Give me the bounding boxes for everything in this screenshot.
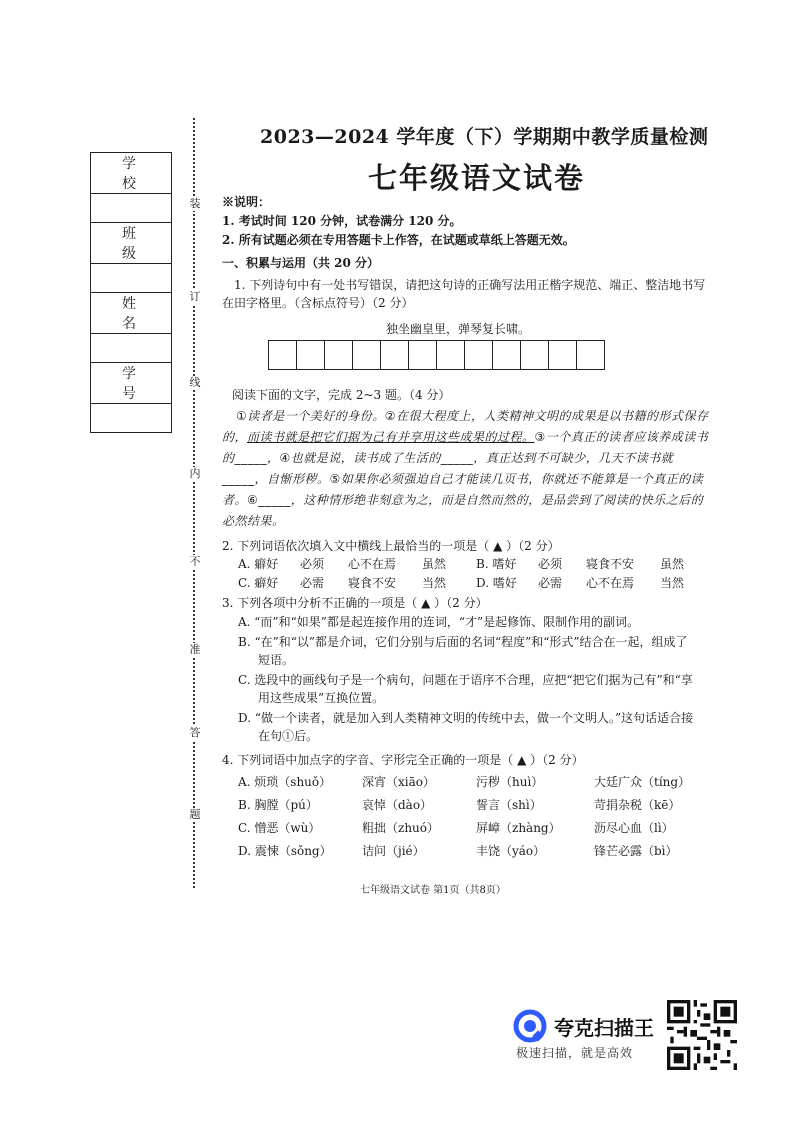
q2-option: 虽然: [422, 557, 447, 571]
field-name-blank: [91, 334, 172, 363]
q2-option: D. 嗜好: [476, 576, 517, 590]
q4-option-row: [238, 842, 678, 859]
q4-option: 苛捐杂税（kē）: [594, 798, 681, 812]
grid-cell: [577, 341, 604, 369]
q2-option: 寝食不安: [348, 576, 397, 590]
question-1: 1. 下列诗句中有一处书写错误，请把这句诗的正确写法用正楷字规范、端正、整洁地书写在田字格里。（含标点符号）（2 分）: [222, 278, 706, 310]
passage-underlined-sentence: 而读书就是把它们据为己有并享用这些成果的过程。: [247, 430, 535, 444]
q2-option: 当然: [422, 576, 447, 590]
notes-label: ※说明：: [222, 195, 271, 209]
q4-option: C. 憎恶（wù）: [238, 821, 321, 835]
margin-char: 不: [189, 555, 201, 568]
q4-option: 丰饶（yáo）: [476, 844, 546, 858]
grid-cell: [297, 341, 325, 369]
q2-option-row: [238, 574, 684, 591]
margin-char: 装: [189, 197, 201, 210]
brand-slogan: 极速扫描，就是高效: [516, 1046, 634, 1060]
q4-option: 大廷广众（tíng）: [594, 775, 691, 789]
poem-line: 独坐幽皇里，弹琴复长啸。: [386, 322, 531, 336]
field-class-blank: [91, 264, 172, 293]
exam-subtitle: 七年级语文试卷: [368, 161, 586, 195]
grid-cell: [381, 341, 409, 369]
q2-option: A. 癖好: [238, 557, 279, 571]
q2-option: 必需: [300, 576, 325, 590]
q4-option: 粗拙（zhuó）: [362, 821, 440, 835]
q2-option: 必须: [300, 557, 325, 571]
grid-cell: [549, 341, 577, 369]
grid-cell: [269, 341, 297, 369]
q2-option: 心不在焉: [348, 557, 397, 571]
qr-code-icon: [667, 1000, 737, 1070]
tianzige-grid: [268, 340, 605, 370]
q4-option: A. 烦琐（shuǒ）: [238, 775, 332, 789]
q2-option: 必须: [538, 557, 563, 571]
passage-intro: 阅读下面的文字，完成 2~3 题。（4 分）: [232, 388, 451, 402]
q4-option-row: [238, 819, 674, 836]
grid-cell: [465, 341, 493, 369]
student-info-table: [90, 152, 172, 433]
grid-cell: [409, 341, 437, 369]
margin-char: 准: [189, 643, 201, 656]
grid-cell: [437, 341, 465, 369]
section-heading: 一、积累与运用（共 20 分）: [222, 256, 380, 270]
note-item: 1. 考试时间 120 分钟，试卷满分 120 分。: [222, 214, 462, 228]
field-name: 姓 名: [91, 293, 172, 334]
field-id-blank: [91, 404, 172, 433]
q2-option: 寝食不安: [586, 557, 635, 571]
q4-option: 屏嶂（zhàng）: [476, 821, 561, 835]
quark-logo-icon: [512, 1008, 548, 1044]
q4-option: 沥尽心血（lì）: [594, 821, 674, 835]
grid-cell: [325, 341, 353, 369]
q2-option: 必需: [538, 576, 563, 590]
q3-option: D. “做一个读者，就是加入到人类精神文明的传统中去，做一个文明人。”这句话适合接在句①后。: [238, 711, 694, 743]
question-3: 3. 下列各项中分析不正确的一项是（ ▲ ）（2 分）: [222, 596, 488, 610]
grid-cell: [493, 341, 521, 369]
question-2: 2. 下列词语依次填入文中横线上最恰当的一项是（ ▲ ）（2 分）: [222, 539, 560, 553]
q4-option: B. 胸膛（pú）: [238, 798, 318, 812]
margin-char: 订: [189, 290, 201, 303]
margin-char: 答: [189, 726, 201, 739]
q4-option: 誓言（shì）: [476, 798, 542, 812]
grid-cell: [353, 341, 381, 369]
q3-option: B. “在”和“以”都是介词，它们分别与后面的名词“程度”和“形式”结合在一起，组成了短语。: [238, 635, 688, 667]
field-school-blank: [91, 194, 172, 223]
binding-dotted-line: [193, 118, 195, 888]
q4-option-row: [238, 773, 690, 790]
note-item: 2. 所有试题必须在专用答题卡上作答，在试题或草纸上答题无效。: [222, 233, 575, 247]
q4-option: 诘问（jié）: [362, 844, 425, 858]
q2-option-row: [238, 555, 684, 572]
passage-part-1: ①读者是一个美好的身份。②在很大程度上，人类精神文明的成果是以书籍的形式保存的，: [222, 409, 709, 444]
field-class: 班 级: [91, 223, 172, 264]
q4-option: 深宵（xiāo）: [362, 775, 435, 789]
q4-option: D. 震悚（sǒng）: [238, 844, 332, 858]
q4-option: 污秽（huì）: [476, 775, 544, 789]
q3-option: A. “而”和“如果”都是起连接作用的连词，“才”是起修饰、限制作用的副词。: [238, 615, 640, 629]
q4-option: 锋芒必露（bì）: [594, 844, 678, 858]
q2-option: B. 嗜好: [476, 557, 517, 571]
field-school: 学 校: [91, 153, 172, 194]
exam-title: 2023—2024 学年度（下）学期期中教学质量检测: [260, 126, 709, 148]
scanner-watermark: [512, 1008, 654, 1061]
brand-name: 夸克扫描王: [554, 1015, 654, 1040]
grid-cell: [521, 341, 549, 369]
question-4: 4. 下列词语中加点字的字音、字形完全正确的一项是（ ▲ ）（2 分）: [222, 753, 584, 767]
field-id: 学 号: [91, 363, 172, 404]
q4-option-row: [238, 796, 680, 813]
q2-option: C. 癖好: [238, 576, 279, 590]
q3-option: C. 选段中的画线句子是一个病句，问题在于语序不合理，应把“把它们据为己有”和“享用这些成果”互换位置。: [238, 673, 693, 705]
margin-char: 内: [189, 467, 201, 480]
margin-char: 线: [189, 376, 201, 389]
passage-part-2: ③一个真正的读者应该养成读书的_____，④也就是说，读书成了生活的_____，真正达到不可缺少，几天不读书就_____，自惭形秽。⑤如果你必须强迫自己才能读几页书，你就还不能算是一个真正的读者。⑥_____，这种情形绝非刻意为之，而是自然而然的，是品尝到了阅读的快乐之后的必然结果。: [222, 430, 709, 528]
q2-option: 心不在焉: [586, 576, 635, 590]
q4-option: 哀悼（dào）: [362, 798, 433, 812]
q2-option: 虽然: [660, 557, 685, 571]
page-footer: 七年级语文试卷 第1页（共8页）: [360, 885, 506, 896]
margin-char: 题: [189, 808, 201, 821]
passage-body: [222, 406, 710, 532]
q2-option: 当然: [660, 576, 685, 590]
